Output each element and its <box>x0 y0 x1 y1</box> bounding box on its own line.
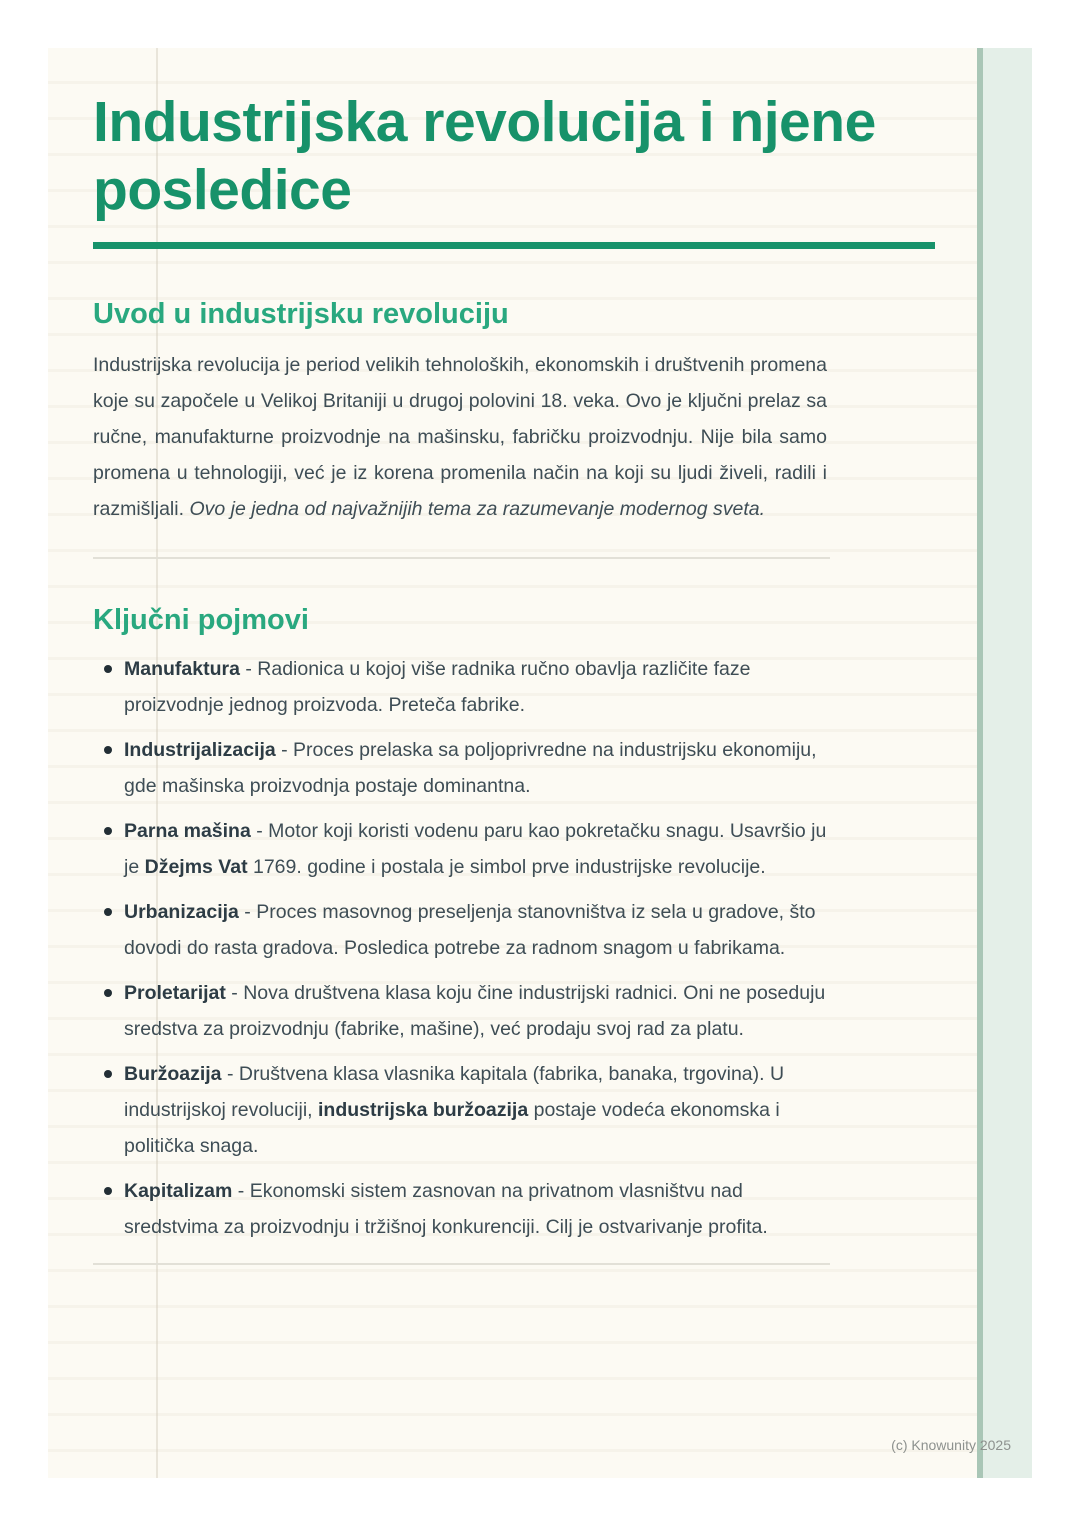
key-term-item <box>93 732 833 804</box>
intro-text-segment: Industrijska revolucija je period velikih tehnoloških, ekonomskih i društvenih promena koje su započele u Velikoj Britaniji u drugoj polovini 18. veka. Ovo je ključni prelaz sa ručne, manufakturne proizvodnje na mašinsku, fabričku proizvodnju. Nije bila samo promena u tehnologiji, već je iz korena promenila način na koji su ljudi živeli, radili i razmišljali. <box>93 354 827 520</box>
key-term-text-segment: - Ekonomski sistem zasnovan na privatnom vlasništvu nad sredstvima za proizvodnju i tržišnoj konkurenciji. Cilj je ostvarivanje profita. <box>124 1180 768 1238</box>
key-term-label: Buržoazija <box>124 1063 222 1085</box>
key-term-item <box>93 894 833 966</box>
page-content <box>93 48 977 1265</box>
key-term-item <box>93 1056 833 1164</box>
key-term-text-segment: 1769. godine i postala je simbol prve industrijske revolucije. <box>247 856 766 878</box>
key-term-item <box>93 651 833 723</box>
key-term-item <box>93 975 833 1047</box>
key-term-text-segment: postaje vodeća ekonomska i politička snaga. <box>124 1099 780 1157</box>
key-terms-list <box>93 651 833 1245</box>
key-term-label: Industrijalizacija <box>124 739 276 761</box>
key-term-text-segment: - Radionica u kojoj više radnika ručno obavlja različite faze proizvodnje jednog proizvoda. Preteča fabrike. <box>124 658 751 716</box>
section-divider-bottom <box>93 1263 830 1265</box>
key-term-text-segment: - Društvena klasa vlasnika kapitala (fabrika, banaka, trgovina). U industrijskoj revoluciji, <box>124 1063 785 1121</box>
key-term-label: Urbanizacija <box>124 901 239 923</box>
key-term-bold-segment: Džejms Vat <box>144 856 248 878</box>
section-heading-intro: Uvod u industrijsku revoluciju <box>93 298 509 330</box>
key-term-item <box>93 813 833 885</box>
copyright-footer: (c) Knowunity 2025 <box>891 1437 1011 1453</box>
key-term-label: Kapitalizam <box>124 1180 233 1202</box>
key-term-label: Manufaktura <box>124 658 240 680</box>
intro-paragraph <box>93 347 827 527</box>
key-term-item <box>93 1173 833 1245</box>
section-divider-top <box>93 557 830 559</box>
section-heading-key-terms: Ključni pojmovi <box>93 604 309 636</box>
key-term-bold-segment: industrijska buržoazija <box>317 1099 529 1121</box>
page-title: Industrijska revolucija i njene posledice <box>93 90 876 222</box>
title-underline-rule <box>93 242 935 249</box>
note-page <box>48 48 977 1478</box>
key-term-text-segment: - Nova društvena klasa koju čine industrijski radnici. Oni ne poseduju sredstva za proizvodnju (fabrike, mašine), već prodaju svoj rad za platu. <box>124 982 826 1040</box>
key-term-label: Proletarijat <box>124 982 226 1004</box>
key-term-text-segment: - Proces masovnog preseljenja stanovništva iz sela u gradove, što dovodi do rasta gradova. Posledica potrebe za radnom snagom u fabrikama. <box>124 901 816 959</box>
intro-italic-segment: Ovo je jedna od najvažnijih tema za razumevanje modernog sveta. <box>189 498 766 520</box>
key-term-text-segment: - Motor koji koristi vodenu paru kao pokretačku snagu. Usavršio ju je <box>124 820 827 878</box>
page-edge-green-panel <box>983 48 1032 1478</box>
key-term-text-segment: - Proces prelaska sa poljoprivredne na industrijsku ekonomiju, gde mašinska proizvodnja postaje dominantna. <box>124 739 817 797</box>
key-term-label: Parna mašina <box>124 820 251 842</box>
